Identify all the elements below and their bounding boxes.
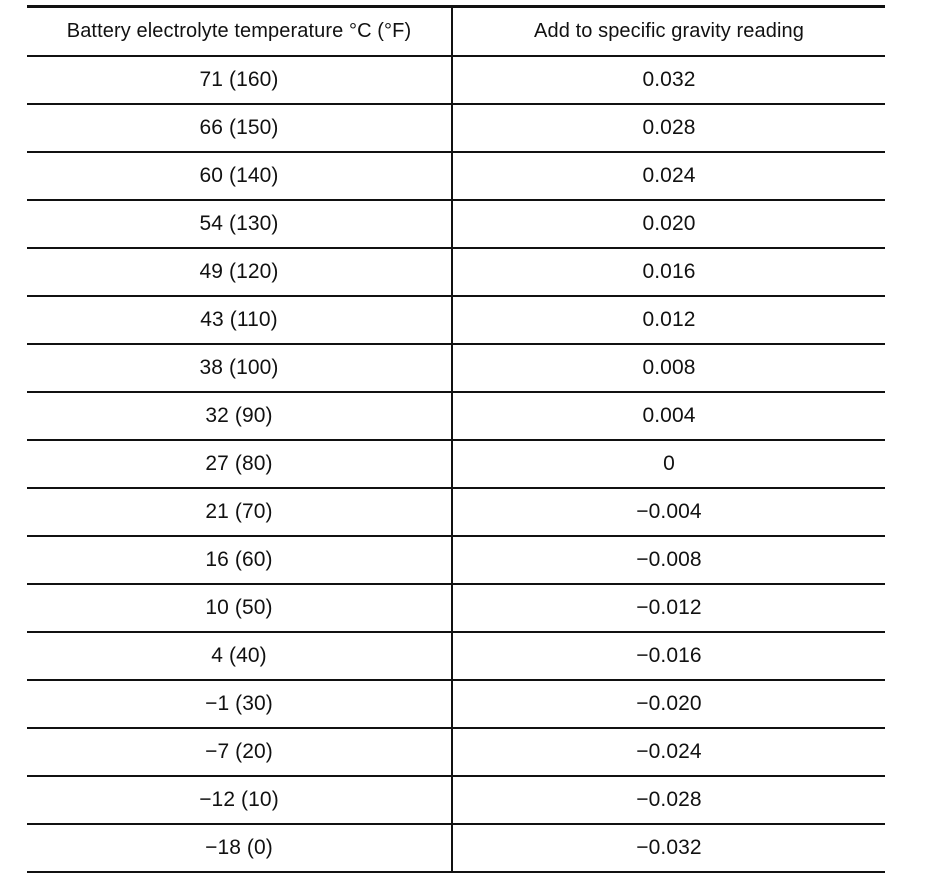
table-row <box>27 777 885 825</box>
table-row <box>27 537 885 585</box>
temperature-cell: 60 (140) <box>27 153 453 199</box>
table-row <box>27 585 885 633</box>
table-row <box>27 201 885 249</box>
temperature-cell: 54 (130) <box>27 201 453 247</box>
correction-cell: −0.028 <box>636 788 702 811</box>
table-row <box>27 153 885 201</box>
correction-cell: −0.012 <box>636 596 702 619</box>
correction-cell: 0.004 <box>642 404 696 427</box>
header-correction: Add to specific gravity reading <box>534 20 804 42</box>
temperature-cell: 21 (70) <box>27 489 453 535</box>
table-row <box>27 105 885 153</box>
table-row <box>27 825 885 873</box>
specific-gravity-correction-table <box>27 5 885 873</box>
temperature-cell: −12 (10) <box>27 777 453 823</box>
correction-cell: −0.020 <box>636 692 702 715</box>
temperature-cell: 38 (100) <box>27 345 453 391</box>
temperature-cell: −7 (20) <box>27 729 453 775</box>
table-row <box>27 57 885 105</box>
table-row <box>27 297 885 345</box>
correction-cell: 0.016 <box>642 260 696 283</box>
correction-cell: −0.024 <box>636 740 702 763</box>
table-header-row <box>27 5 885 57</box>
table-row <box>27 681 885 729</box>
table-row <box>27 441 885 489</box>
correction-cell: 0.012 <box>642 308 696 331</box>
temperature-cell: 27 (80) <box>27 441 453 487</box>
correction-cell: −0.004 <box>636 500 702 523</box>
table-row <box>27 393 885 441</box>
correction-cell: 0.020 <box>642 212 696 235</box>
table-row <box>27 729 885 777</box>
correction-cell: 0 <box>663 452 675 475</box>
correction-cell: −0.032 <box>636 836 702 859</box>
temperature-cell: 43 (110) <box>27 297 453 343</box>
temperature-cell: −18 (0) <box>27 825 453 871</box>
table-row <box>27 345 885 393</box>
correction-cell: 0.032 <box>642 68 696 91</box>
correction-cell: 0.028 <box>642 116 696 139</box>
temperature-cell: −1 (30) <box>27 681 453 727</box>
header-temperature: Battery electrolyte temperature °C (°F) <box>27 8 453 55</box>
temperature-cell: 71 (160) <box>27 57 453 103</box>
temperature-cell: 16 (60) <box>27 537 453 583</box>
correction-cell: 0.008 <box>642 356 696 379</box>
temperature-cell: 32 (90) <box>27 393 453 439</box>
temperature-cell: 10 (50) <box>27 585 453 631</box>
table-row <box>27 633 885 681</box>
table-body <box>27 57 885 873</box>
correction-cell: −0.008 <box>636 548 702 571</box>
temperature-cell: 66 (150) <box>27 105 453 151</box>
correction-cell: −0.016 <box>636 644 702 667</box>
table-row <box>27 489 885 537</box>
temperature-cell: 49 (120) <box>27 249 453 295</box>
temperature-cell: 4 (40) <box>27 633 453 679</box>
correction-cell: 0.024 <box>642 164 696 187</box>
table-row <box>27 249 885 297</box>
